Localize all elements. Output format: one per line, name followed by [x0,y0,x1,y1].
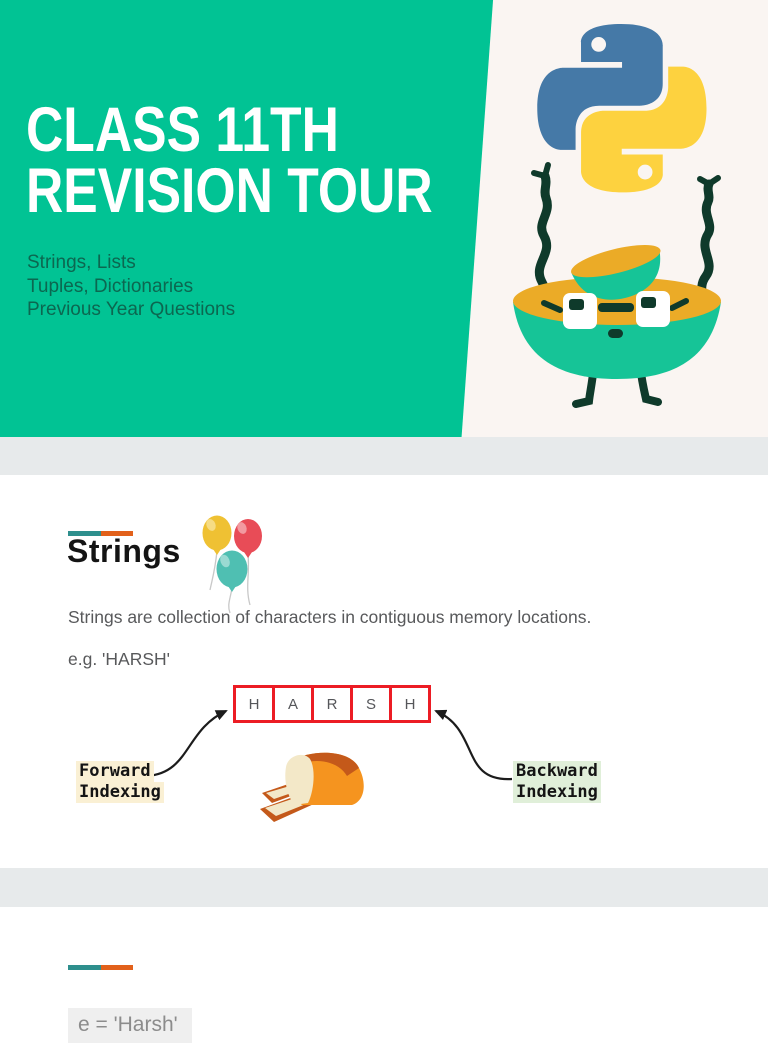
banner-subtitle [27,251,235,322]
subtitle-line: Strings, Lists [27,252,136,273]
example-label: e.g. 'HARSH' [68,649,170,669]
index-cell: H [389,685,431,723]
bread-loaf-icon [252,747,374,839]
page-title-slide [0,0,768,437]
accent-divider [68,965,133,970]
python-bowl-mascot-illustration [500,160,735,412]
backward-indexing-label [513,761,601,803]
index-cell: H [233,685,275,723]
forward-indexing-line: Indexing [76,782,164,803]
page-strings-slide [0,475,768,868]
divider-teal-segment [68,965,101,970]
forward-indexing-line: Forward [76,761,154,782]
banner-title-line2: REVISION TOUR [26,156,433,226]
banner-title-line1: CLASS 11TH [26,95,339,165]
divider-orange-segment [101,965,133,970]
index-cell: R [311,685,353,723]
forward-indexing-label [76,761,164,803]
subtitle-line: Previous Year Questions [27,299,236,320]
index-cell: S [350,685,392,723]
page-next-slide [0,907,768,1036]
section-heading: Strings [67,533,181,569]
subtitle-line: Tuples, Dictionaries [27,275,194,297]
backward-indexing-line: Indexing [513,782,601,803]
definition-text: Strings are collection of characters in contiguous memory locations. [68,607,592,627]
index-cell: A [272,685,314,723]
balloons-icon [198,512,266,615]
backward-indexing-line: Backward [513,761,601,782]
code-snippet: e = 'Harsh' [68,1008,192,1043]
banner-title [26,95,433,226]
